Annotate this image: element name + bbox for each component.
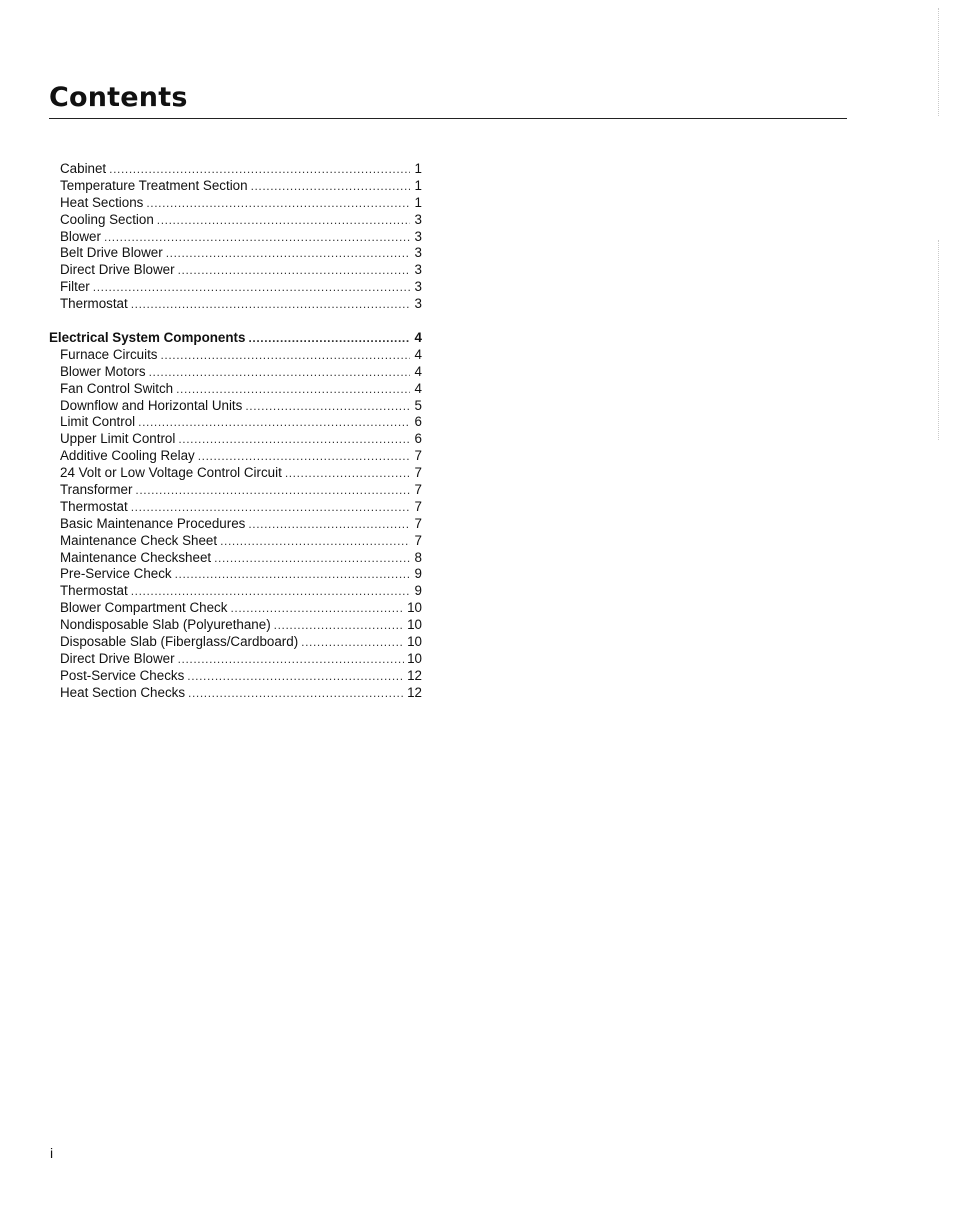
toc-entry-label: Furnace Circuits [60,346,158,362]
toc-entry-label: Blower Compartment Check [60,600,228,616]
toc-entry-label: Thermostat [60,583,128,599]
toc-entry [49,482,422,499]
toc-entry-label: Pre-Service Check [60,566,172,582]
toc-entry-label: Thermostat [60,296,128,312]
toc-entry [49,533,422,550]
toc-dot-leader [187,668,404,685]
toc-entry-label: Heat Section Checks [60,684,186,700]
toc-entry-page: 5 [414,397,422,413]
page-number: i [50,1145,54,1161]
toc-entry-page: 3 [414,262,422,278]
scan-edge-mark [938,8,939,116]
toc-entry [49,279,422,296]
toc-entry-label: Cooling Section [60,211,154,227]
toc-dot-leader [274,617,404,634]
toc-entry-page: 6 [414,414,422,430]
toc-dot-leader [176,381,410,398]
toc-entry-label: Cabinet [60,161,107,176]
toc-entry-label: Heat Sections [60,194,144,210]
toc-dot-leader [160,347,410,364]
toc-entry [49,364,422,381]
toc-entry [49,262,422,279]
toc-dot-leader [157,212,410,229]
toc-entry [49,229,422,246]
toc-entry [49,651,422,668]
toc-entry-label: Blower Motors [60,363,146,379]
toc-entry [49,448,422,465]
toc-dot-leader [230,600,404,617]
toc-dot-leader [131,296,410,313]
toc-entry-page: 10 [407,634,422,650]
toc-entry-label: Filter [60,279,90,295]
toc-entry-page: 1 [414,194,422,210]
toc-entry-page: 7 [414,465,422,481]
toc-entry [49,178,422,195]
toc-entry-page: 8 [414,549,422,565]
toc-dot-leader [220,533,410,550]
toc-entry [49,398,422,415]
toc-section [49,330,422,702]
toc-entry [49,685,422,702]
toc-entry-page: 12 [407,684,422,700]
toc-entry-label: Transformer [60,482,133,498]
toc-entry-page: 3 [414,211,422,227]
toc-dot-leader [131,583,410,600]
toc-dot-leader [245,398,410,415]
toc-dot-leader [178,431,410,448]
toc-entry-label: Nondisposable Slab (Polyurethane) [60,617,271,633]
toc-entry-page: 7 [414,482,422,498]
toc-entry-label: 24 Volt or Low Voltage Control Circuit [60,465,282,481]
toc-entry [49,161,422,178]
toc-entry [49,634,422,651]
toc-entry-label: Upper Limit Control [60,431,176,447]
toc-entry-label: Basic Maintenance Procedures [60,515,246,531]
toc-entry-page: 10 [407,650,422,666]
toc-dot-leader [178,262,410,279]
toc-dot-leader [285,465,410,482]
toc-entry-label: Disposable Slab (Fiberglass/Cardboard) [60,634,299,650]
toc-entry-label: Temperature Treatment Section [60,177,248,193]
toc-entry [49,296,422,313]
toc-entry-page: 4 [414,330,422,346]
toc-dot-leader [146,195,410,212]
toc-entry-page: 7 [414,448,422,464]
toc-dot-leader [175,566,410,583]
toc-entry-label: Post-Service Checks [60,667,185,683]
toc-dot-leader [104,229,410,246]
toc-entry-label: Electrical System Components [49,330,246,346]
toc-dot-leader [109,161,410,178]
toc-entry-label: Limit Control [60,414,136,430]
toc-entry-label: Thermostat [60,498,128,514]
toc-dot-leader [248,516,410,533]
toc-dot-leader [301,634,404,651]
toc-entry-page: 4 [414,380,422,396]
toc-entry-page: 9 [414,583,422,599]
toc-entry [49,381,422,398]
toc-entry-page: 10 [407,600,422,616]
toc-entry-label: Downflow and Horizontal Units [60,397,243,413]
table-of-contents [49,161,422,719]
toc-entry [49,414,422,431]
toc-dot-leader [248,330,410,347]
toc-entry-page: 1 [414,161,422,176]
toc-entry [49,195,422,212]
toc-dot-leader [178,651,405,668]
toc-entry-label: Belt Drive Blower [60,245,163,261]
toc-entry-page: 1 [414,177,422,193]
toc-entry-page: 3 [414,296,422,312]
toc-entry [49,583,422,600]
toc-entry-page: 7 [414,498,422,514]
toc-heading [49,330,422,347]
toc-entry [49,212,422,229]
toc-dot-leader [135,482,410,499]
toc-dot-leader [131,499,410,516]
toc-entry-page: 4 [414,363,422,379]
toc-entry [49,431,422,448]
toc-dot-leader [198,448,410,465]
toc-entry [49,617,422,634]
toc-entry-label: Direct Drive Blower [60,262,175,278]
toc-entry-label: Maintenance Check Sheet [60,532,218,548]
toc-entry-label: Blower [60,228,101,244]
toc-entry [49,550,422,567]
toc-entry [49,566,422,583]
toc-entry-page: 7 [414,515,422,531]
toc-dot-leader [214,550,410,567]
toc-dot-leader [251,178,410,195]
page-title: Contents [49,82,188,113]
toc-entry-label: Additive Cooling Relay [60,448,195,464]
scan-edge-mark [938,240,939,440]
toc-section [49,161,422,313]
toc-entry-page: 9 [414,566,422,582]
toc-entry-page: 12 [407,667,422,683]
toc-entry-page: 3 [414,245,422,261]
toc-entry-page: 10 [407,617,422,633]
toc-entry-page: 4 [414,346,422,362]
toc-dot-leader [149,364,410,381]
toc-entry-page: 7 [414,532,422,548]
toc-entry [49,245,422,262]
title-divider [49,118,847,119]
toc-entry-page: 3 [414,279,422,295]
toc-entry [49,499,422,516]
toc-dot-leader [188,685,404,702]
toc-entry [49,600,422,617]
toc-entry [49,668,422,685]
toc-entry-label: Direct Drive Blower [60,650,175,666]
toc-dot-leader [138,414,410,431]
toc-entry [49,465,422,482]
toc-dot-leader [166,245,410,262]
toc-entry-label: Maintenance Checksheet [60,549,212,565]
toc-entry-label: Fan Control Switch [60,380,174,396]
toc-entry [49,347,422,364]
toc-entry-page: 6 [414,431,422,447]
toc-dot-leader [93,279,410,296]
toc-entry-page: 3 [414,228,422,244]
toc-entry [49,516,422,533]
